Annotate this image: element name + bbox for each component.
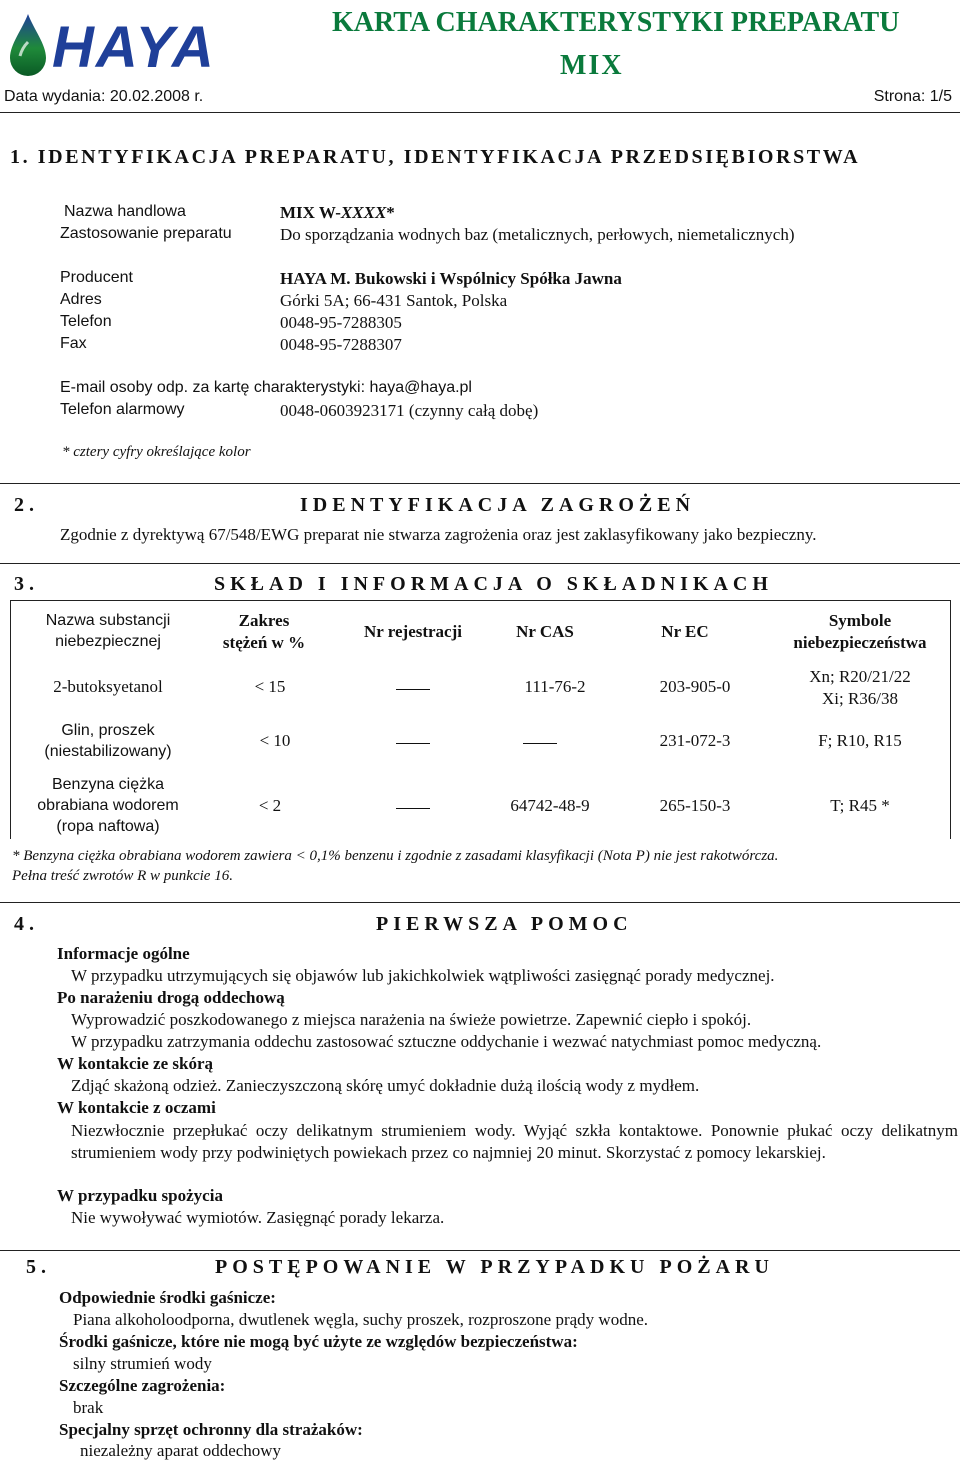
section-2-number: 2.	[14, 494, 39, 516]
unsuitable-text: silny strumień wody	[73, 1354, 212, 1373]
col-header-name-line2: niebezpiecznej	[55, 633, 161, 650]
section-2-divider	[0, 483, 960, 484]
trade-name-value	[280, 203, 395, 223]
special-hazard-text: brak	[73, 1398, 104, 1417]
cell-sym: F; R10, R15	[818, 731, 902, 750]
cell-reg-dash	[396, 743, 430, 744]
cell-reg-dash	[396, 689, 430, 690]
section-3-title: SKŁAD I INFORMACJA O SKŁADNIKACH	[214, 573, 773, 595]
phone-label: Telefon	[60, 313, 112, 330]
col-header-sym	[770, 610, 950, 654]
trade-name-code: XXXX	[340, 203, 387, 222]
document-title: KARTA CHARAKTERYSTYKI PREPARATU	[332, 7, 900, 38]
cell-name-line2: (niestabilizowany)	[44, 743, 172, 760]
equipment-heading: Specjalny sprzęt ochronny dla strażaków:	[59, 1420, 363, 1439]
section-3-divider	[0, 563, 960, 564]
table-frame-right	[950, 600, 951, 839]
ingestion-heading: W przypadku spożycia	[57, 1186, 223, 1205]
address-value: Górki 5A; 66-431 Santok, Polska	[280, 291, 508, 310]
section-4-divider	[0, 902, 960, 903]
email-line: E-mail osoby odp. za kartę charakterystyki: haya@haya.pl	[60, 379, 472, 396]
producer-value: HAYA M. Bukowski i Wspólnicy Spółka Jawna	[280, 269, 622, 288]
trade-name-prefix: MIX W-	[280, 203, 341, 222]
col-header-sym-line2: niebezpieczeństwa	[793, 633, 927, 652]
document-subtitle: MIX	[560, 50, 624, 81]
cell-name-line1: Glin, proszek	[61, 722, 155, 739]
use-label: Zastosowanie preparatu	[60, 225, 232, 242]
col-header-cas: Nr CAS	[516, 622, 574, 641]
skin-text: Zdjąć skażoną odzież. Zanieczyszczoną skórę umyć dokładnie dużą ilością wody z mydłem.	[71, 1076, 700, 1095]
fax-label: Fax	[60, 335, 87, 352]
eye-heading: W kontakcie z oczami	[57, 1098, 216, 1117]
alarm-value: 0048-0603923171 (czynny całą dobę)	[280, 401, 539, 420]
col-header-name-line1: Nazwa substancji	[45, 612, 171, 629]
general-text: W przypadku utrzymujących się objawów lub jakichkolwiek wątpliwości zasięgnąć porady medycznej.	[71, 966, 775, 985]
cell-sym-line2: Xi; R36/38	[821, 689, 899, 708]
col-header-ec: Nr EC	[661, 622, 709, 641]
table-frame-top	[10, 600, 951, 601]
ingestion-text: Nie wywoływać wymiotów. Zasięgnąć porady lekarza.	[71, 1208, 445, 1227]
section-4-number: 4.	[14, 913, 39, 935]
section-5-title: POSTĘPOWANIE W PRZYPADKU POŻARU	[215, 1256, 774, 1278]
cell-conc: < 10	[259, 731, 291, 750]
composition-table	[0, 600, 960, 840]
col-header-conc	[200, 610, 328, 654]
cell-ec: 203-905-0	[659, 677, 731, 696]
address-label: Adres	[60, 291, 102, 308]
special-hazard-heading: Szczególne zagrożenia:	[59, 1376, 226, 1395]
cell-cas: 64742-48-9	[510, 796, 590, 815]
inhalation-text-2: W przypadku zatrzymania oddechu zastosować sztuczne oddychanie i wezwać natychmiast pomoc medyczną.	[71, 1032, 822, 1051]
section-5-number: 5.	[26, 1256, 51, 1278]
col-header-sym-line1: Symbole	[828, 611, 892, 630]
use-value: Do sporządzania wodnych baz (metalicznych, perłowych, niemetalicznych)	[280, 225, 795, 244]
inhalation-text-1: Wyprowadzić poszkodowanego z miejsca narażenia na świeże powietrze. Zapewnić ciepło i spokój.	[71, 1010, 752, 1029]
color-code-note: * cztery cyfry określające kolor	[62, 444, 251, 460]
hazard-statement: Zgodnie z dyrektywą 67/548/EWG preparat nie stwarza zagrożenia oraz jest zaklasyfikowany jako bezpieczny.	[60, 525, 817, 544]
trade-name-star: *	[386, 203, 395, 222]
cell-sym	[770, 666, 950, 710]
unsuitable-heading: Środki gaśnicze, które nie mogą być użyte ze względów bezpieczeństwa:	[59, 1332, 578, 1351]
footnote-line2: Pełna treść zwrotów R w punkcie 16.	[12, 868, 233, 884]
skin-heading: W kontakcie ze skórą	[57, 1054, 213, 1073]
cell-name	[18, 774, 198, 837]
alarm-label: Telefon alarmowy	[60, 401, 185, 418]
cell-ec: 265-150-3	[659, 796, 731, 815]
cell-conc: < 15	[254, 677, 286, 696]
col-header-conc-line1: Zakres	[238, 611, 290, 630]
section-2-title: IDENTYFIKACJA ZAGROŻEŃ	[300, 494, 696, 516]
section-3-number: 3.	[14, 573, 39, 595]
cell-reg-dash	[396, 808, 430, 809]
cell-name: 2-butoksyetanol	[53, 677, 163, 696]
phone-value: 0048-95-7288305	[280, 313, 402, 332]
col-header-conc-line2: stężeń w %	[222, 633, 306, 652]
water-drop-icon	[8, 12, 48, 78]
section-1-title: 1. IDENTYFIKACJA PREPARATU, IDENTYFIKACJA PRZEDSIĘBIORSTWA	[10, 146, 861, 168]
section-5-divider	[0, 1250, 960, 1251]
col-header-name	[18, 610, 198, 652]
section-4-title: PIERWSZA POMOC	[376, 913, 633, 935]
cell-name-line1: Benzyna ciężka	[51, 776, 165, 793]
inhalation-heading: Po narażeniu drogą oddechową	[57, 988, 285, 1007]
cell-conc: < 2	[258, 796, 282, 815]
media-heading: Odpowiednie środki gaśnicze:	[59, 1288, 276, 1307]
trade-name-label: Nazwa handlowa	[64, 203, 186, 220]
cell-name	[18, 720, 198, 762]
eye-text: Niezwłocznie przepłukać oczy delikatnym strumieniem wody. Wyjąć szkła kontaktowe. Ponownie płukać oczy delikatnym strumieniem wody przy podwiniętych powiekach przez co najmniej 20 minut. Skorzystać z pomocy lekarskiej.	[71, 1121, 958, 1162]
general-heading: Informacje ogólne	[57, 944, 190, 963]
page-number: Strona: 1/5	[873, 88, 952, 105]
logo	[8, 10, 248, 78]
cell-name-line2: obrabiana wodorem	[37, 797, 179, 814]
cell-sym: T; R45 *	[830, 796, 890, 815]
equipment-text: niezależny aparat oddechowy	[80, 1441, 282, 1460]
table-frame-left	[10, 600, 11, 839]
cell-sym-line1: Xn; R20/21/22	[809, 667, 911, 686]
cell-cas-dash	[523, 743, 557, 744]
col-header-reg: Nr rejestracji	[363, 622, 462, 641]
logo-text: HAYA	[52, 15, 216, 80]
cell-cas: 111-76-2	[524, 677, 586, 696]
cell-ec: 231-072-3	[659, 731, 731, 750]
cell-name-line3: (ropa naftowa)	[56, 818, 160, 835]
composition-footnote	[12, 846, 778, 886]
producer-label: Producent	[60, 269, 133, 286]
fax-value: 0048-95-7288307	[280, 335, 402, 354]
issue-date: Data wydania: 20.02.2008 r.	[4, 88, 204, 105]
footnote-line1: * Benzyna ciężka obrabiana wodorem zawiera < 0,1% benzenu i zgodnie z zasadami klasyfikacji (Nota P) nie jest rakotwórcza.	[12, 848, 779, 864]
media-text: Piana alkoholoodporna, dwutlenek węgla, suchy proszek, rozproszone prądy wodne.	[73, 1310, 649, 1329]
header-divider	[0, 112, 960, 113]
